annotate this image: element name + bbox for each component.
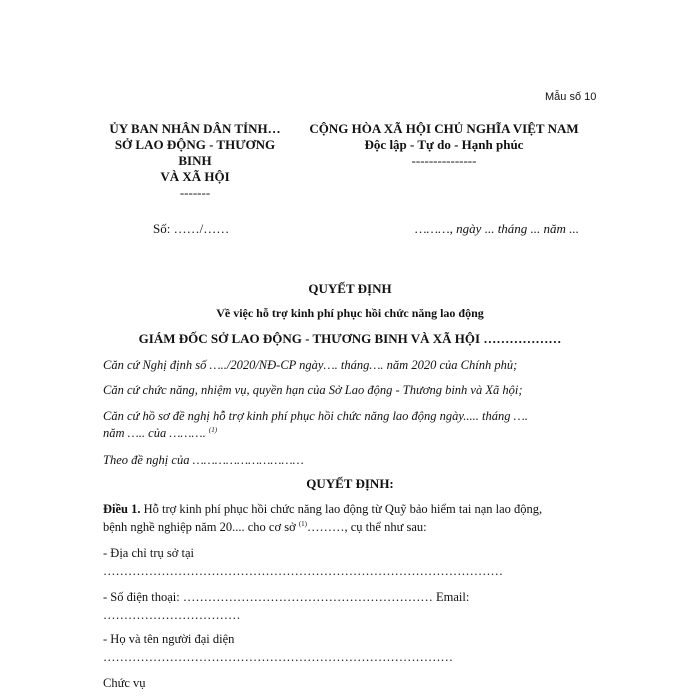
document-title: QUYẾT ĐỊNH — [308, 281, 392, 296]
right-divider: --------------- — [411, 153, 477, 168]
phone-email-line: - Số điện thoại: …………………………………………………… Email: — [103, 590, 470, 604]
email-dots: …………………………… — [103, 608, 241, 622]
basis-4: Theo đề nghị của ………………………… — [103, 453, 304, 467]
article-1-line-1 — [103, 502, 542, 517]
agency-line-3: BINH — [178, 153, 212, 168]
position-label: Chức vụ — [103, 676, 146, 690]
agency-line-1: ỦY BAN NHÂN DÂN TỈNH… — [109, 121, 281, 136]
right-header — [296, 121, 592, 169]
left-header — [95, 121, 295, 201]
article-1-line-2 — [103, 520, 427, 535]
basis-2: Căn cứ chức năng, nhiệm vụ, quyền hạn của Sở Lao động - Thương binh và Xã hội; — [103, 383, 523, 397]
footnote-ref: (1) — [208, 426, 218, 434]
country-name: CỘNG HÒA XÃ HỘI CHỦ NGHĨA VIỆT NAM — [309, 121, 579, 136]
basis-3-line-2 — [103, 426, 217, 441]
address-dots: …………………………………………………………………………………… — [103, 564, 503, 578]
article-1-text: Hỗ trợ kinh phí phục hồi chức năng lao động từ Quỹ bảo hiểm tai nạn lao động, — [140, 502, 543, 516]
decide-heading: QUYẾT ĐỊNH: — [306, 476, 394, 491]
basis-3-line-1: Căn cứ hồ sơ đề nghị hỗ trợ kinh phí phục hồi chức năng lao động ngày..... tháng …. — [103, 409, 528, 423]
representative-label: - Họ và tên người đại diện — [103, 632, 235, 646]
basis-3-text: năm ….. của ………. — [103, 426, 206, 441]
form-number: Mẫu số 10 — [545, 91, 597, 103]
authority-line: GIÁM ĐỐC SỞ LAO ĐỘNG - THƯƠNG BINH VÀ XÃ HỘI ……………… — [138, 331, 562, 346]
article-1-text-2: bệnh nghề nghiệp năm 20.... cho cơ sở — [103, 520, 299, 535]
agency-line-2: SỞ LAO ĐỘNG - THƯƠNG — [114, 137, 276, 152]
address-label: - Địa chỉ trụ sở tại — [103, 546, 194, 560]
date-line: ………, ngày ... tháng ... năm ... — [415, 221, 579, 236]
representative-dots: ………………………………………………………………………… — [103, 650, 453, 664]
basis-1: Căn cứ Nghị định số …../2020/NĐ-CP ngày…. tháng…. năm 2020 của Chính phủ; — [103, 358, 518, 372]
left-divider: ------- — [179, 185, 211, 200]
footnote-ref-2: (1) — [298, 520, 307, 528]
article-1-label: Điều 1. — [103, 502, 141, 516]
agency-line-4: VÀ XÃ HỘI — [160, 169, 230, 184]
document-subtitle: Về việc hỗ trợ kinh phí phục hồi chức năng lao động — [216, 306, 484, 320]
document-number: Số: ……/…… — [153, 221, 230, 236]
motto: Độc lập - Tự do - Hạnh phúc — [364, 137, 524, 152]
article-1-text-3: ………, cụ thể như sau: — [307, 520, 427, 535]
